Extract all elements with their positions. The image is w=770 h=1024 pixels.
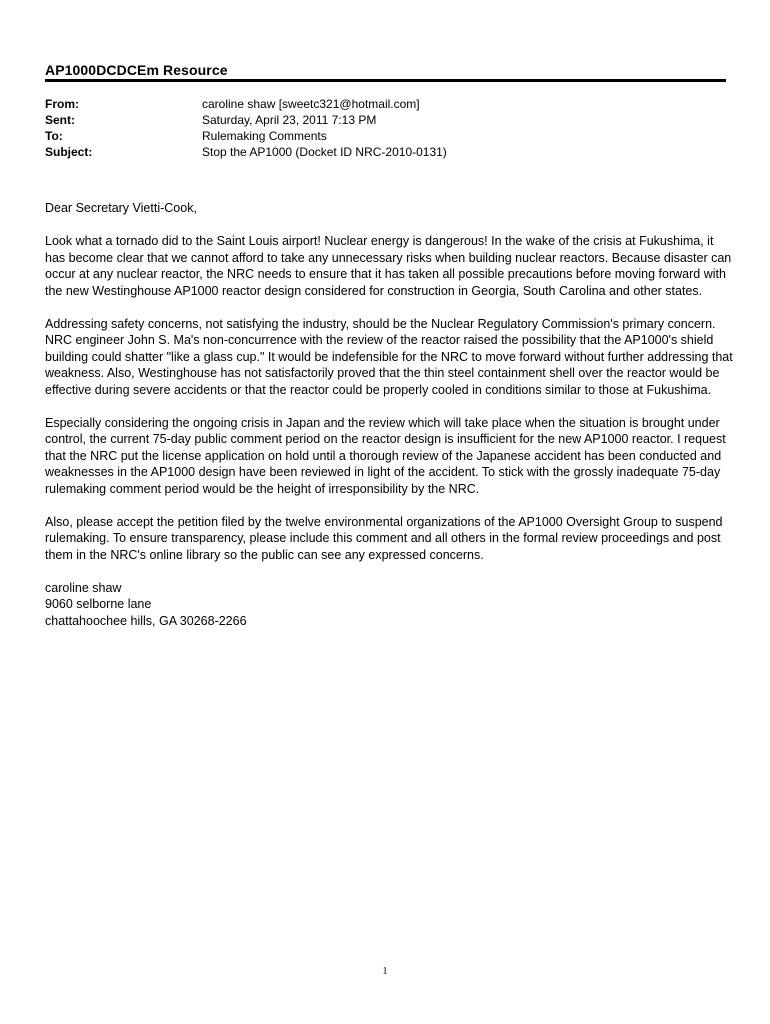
paragraph-1: Look what a tornado did to the Saint Louis airport! Nuclear energy is dangerous! In the wake of the crisis at Fukushima, it has become clear that we cannot afford to take any unnecessary risks when building nuclear reactors. Because disaster can occur at any nuclear reactor, the NRC needs to ensure that it has taken all possible precautions before moving forward with the new Westinghouse AP1000 reactor design considered for construction in Georgia, South Carolina and other states. <box>45 234 732 298</box>
paragraph-2: Addressing safety concerns, not satisfying the industry, should be the Nuclear Regulatory Commission's primary concern. NRC engineer John S. Ma's non-concurrence with the review of the reactor raised the possibility that the AP1000's shield building could shatter "like a glass cup." It would be indefensible for the NRC to move forward without further addressing that weakness. Also, Westinghouse has not satisfactorily proved that the thin steel containment shell over the reactor would be effective during severe accidents or that the reactor could be properly cooled in conditions similar to those at Fukushima. <box>45 316 733 397</box>
document-title: AP1000DCDCEm Resource <box>45 62 228 78</box>
signature-block <box>45 580 735 630</box>
signature-street: 9060 selborne lane <box>45 597 152 611</box>
from-label: From: <box>45 97 79 111</box>
email-header-labels <box>45 96 92 160</box>
signature-city: chattahoochee hills, GA 30268-2266 <box>45 613 247 628</box>
to-value: Rulemaking Comments <box>202 129 327 143</box>
to-label: To: <box>45 129 63 143</box>
greeting: Dear Secretary Vietti-Cook, <box>45 201 197 215</box>
signature-name: caroline shaw <box>45 580 122 595</box>
from-value: caroline shaw [sweetc321@hotmail.com] <box>202 97 420 111</box>
letter-body <box>45 200 735 629</box>
subject-label: Subject: <box>45 145 93 159</box>
title-rule <box>45 79 726 82</box>
email-header-values <box>202 96 447 160</box>
page-number: 1 <box>382 966 388 977</box>
subject-value: Stop the AP1000 (Docket ID NRC-2010-0131) <box>202 145 447 159</box>
paragraph-3: Especially considering the ongoing crisis in Japan and the review which will take place when the situation is brought under control, the current 75-day public comment period on the reactor design is insufficient for the new AP1000 reactor. I request that the NRC put the license application on hold until a thorough review of the Japanese accident has been conducted and weaknesses in the AP1000 design have been reviewed in light of the accident. To stick with the grossly inadequate 75-day rulemaking comment period would be the height of irresponsibility by the NRC. <box>45 415 726 496</box>
sent-label: Sent: <box>45 113 75 127</box>
sent-value: Saturday, April 23, 2011 7:13 PM <box>202 113 377 127</box>
paragraph-4: Also, please accept the petition filed by the twelve environmental organizations of the AP1000 Oversight Group to suspend rulemaking. To ensure transparency, please include this comment and all others in the formal review proceedings and post them in the NRC's online library so the public can see any expressed concerns. <box>45 514 723 562</box>
